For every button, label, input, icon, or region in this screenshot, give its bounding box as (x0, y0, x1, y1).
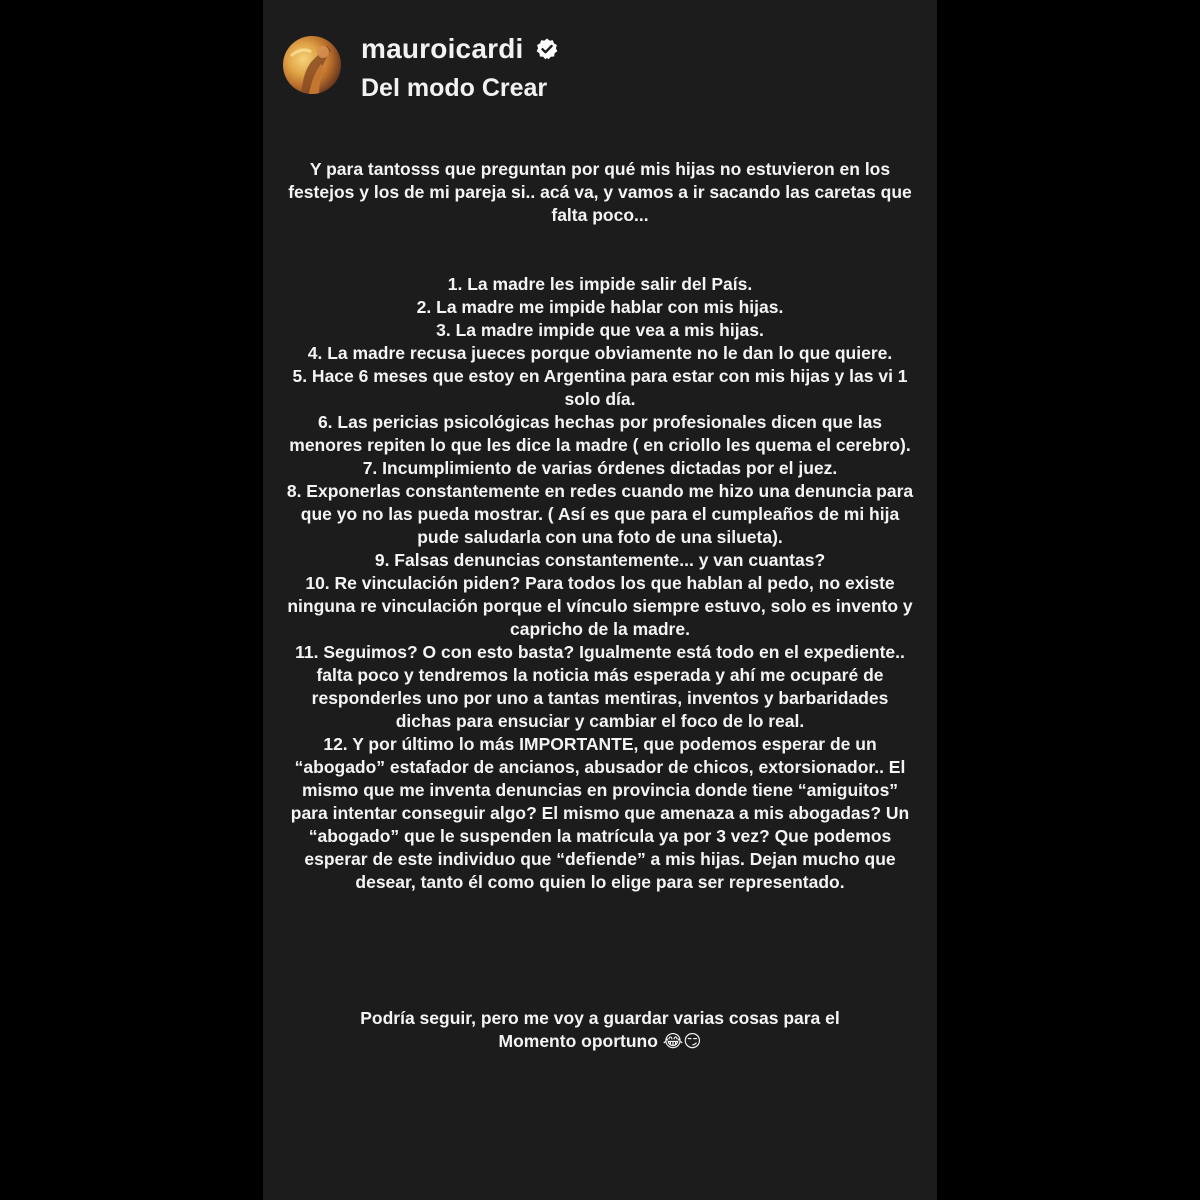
closing-text: Momento oportuno (498, 1031, 658, 1051)
list-item: 5. Hace 6 meses que estoy en Argentina para estar con mis hijas y las vi 1 solo día. (292, 366, 908, 409)
laughing-smirk-emoji-icon: 😂😏 (662, 1032, 702, 1052)
closing-paragraph (283, 1007, 917, 1054)
story-subtitle: Del modo Crear (361, 74, 548, 102)
list-item: 11. Seguimos? O con esto basta? Igualmente está todo en el expediente.. falta poco y tendremos la noticia más esperada y ahí me ocuparé de responderles uno por uno a tantas mentiras, inventos y barbaridades dichas para ensuciar y cambiar el foco de lo real. (295, 642, 905, 731)
avatar-image (283, 36, 341, 94)
closing-line-2 (283, 1030, 917, 1054)
list-item: 6. Las pericias psicológicas hechas por profesionales dicen que las menores repiten lo que les dice la madre ( en criollo les quema el cerebro). (289, 412, 911, 455)
closing-line-1: Podría seguir, pero me voy a guardar varias cosas para el (360, 1008, 840, 1028)
list-item: 12. Y por último lo más IMPORTANTE, que podemos esperar de un “abogado” estafador de ancianos, abusador de chicos, extorsionador.. El mismo que me inventa denuncias en provincia donde tiene “amiguitos” para intentar conseguir algo? El mismo que amenaza a mis abogadas? Un “abogado” que le suspenden la matrícula ya por 3 vez? Que podemos esperar de este individuo que “defiende” a mis hijas. Dejan mucho que desear, tanto él como quien lo elige para ser representado. (290, 734, 910, 892)
list-item: 8. Exponerlas constantemente en redes cuando me hizo una denuncia para que yo no las pueda mostrar. ( Así es que para el cumpleaños de mi hija pude saludarla con una foto de una silueta). (286, 481, 914, 547)
list-item: 10. Re vinculación piden? Para todos los que hablan al pedo, no existe ninguna re vinculación porque el vínculo siempre estuvo, solo es invento y capricho de la madre. (287, 573, 913, 639)
list-item: 2. La madre me impide hablar con mis hijas. (416, 297, 784, 317)
username[interactable]: mauroicardi (361, 33, 524, 64)
verified-badge-icon (535, 37, 559, 61)
list-item: 3. La madre impide que vea a mis hijas. (436, 320, 764, 340)
numbered-list (283, 273, 917, 894)
list-item: 4. La madre recusa jueces porque obviamente no le dan lo que quiere. (307, 343, 893, 363)
username-row (361, 34, 559, 64)
profile-avatar[interactable] (283, 36, 341, 94)
list-item: 9. Falsas denuncias constantemente... y van cuantas? (374, 550, 826, 570)
list-item: 1. La madre les impide salir del País. (447, 274, 753, 294)
intro-paragraph: Y para tantosss que preguntan por qué mis hijas no estuvieron en los festejos y los de mi pareja si.. acá va, y vamos a ir sacando las caretas que falta poco... (288, 159, 912, 225)
instagram-story (263, 0, 937, 1200)
list-item: 7. Incumplimiento de varias órdenes dictadas por el juez. (362, 458, 838, 478)
story-header (283, 34, 903, 104)
